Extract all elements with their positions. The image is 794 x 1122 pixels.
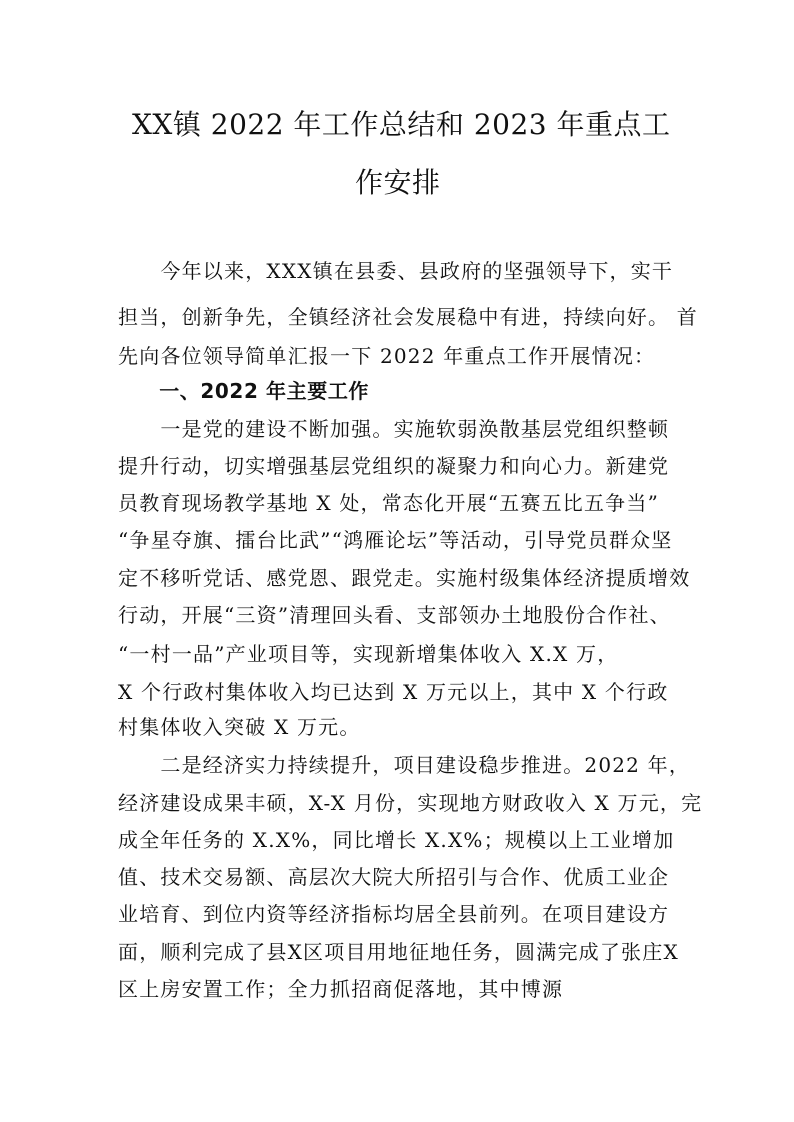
paragraph-line: 值、技术交易额、高层次大院大所招引与合作、优质工业企 [118,865,670,889]
paragraph-line: 员教育现场教学基地 X 处，常态化开展“五赛五比五争当” [118,491,660,515]
paragraph-line: 提升行动，切实增强基层党组织的凝聚力和向心力。新建党 [118,454,670,478]
paragraph-line: “争星夺旗、擂台比武”“鸿雁论坛”等活动，引导党员群众坚 [118,528,673,552]
paragraph-line: 村集体收入突破 X 万元。 [118,715,361,739]
paragraph-line: X 个行政村集体收入均已达到 X 万元以上，其中 X 个行政 [118,680,669,704]
paragraph-line: 今年以来，XXX镇在县委、县政府的坚强领导下，实干 [118,259,674,283]
document-title-line-2: 作安排 [355,166,441,199]
paragraph-line: 经济建设成果丰硕，X-X 月份，实现地方财政收入 X 万元，完 [118,791,703,815]
paragraph-line: 担当，创新争先，全镇经济社会发展稳中有进，持续向好。 首 [118,305,698,329]
paragraph-line: 业培育、到位内资等经济指标均居全县前列。在项目建设方 [118,902,670,926]
document-title-line-1: XX镇 2022 年工作总结和 2023 年重点工 [132,108,671,141]
paragraph-line: 一是党的建设不断加强。实施软弱涣散基层党组织整顿 [118,417,670,441]
paragraph-line: 定不移听党话、感党恩、跟党走。实施村级集体经济提质增效 [118,566,691,590]
paragraph-line: 面，顺利完成了县X区项目用地征地任务，圆满完成了张庄X [118,940,679,964]
section-heading: 一、2022 年主要工作 [118,379,370,403]
paragraph-line: 二是经济实力持续提升，项目建设稳步推进。2022 年， [118,753,691,777]
paragraph-line: 成全年任务的 X.X%，同比增长 X.X%；规模以上工业增加 [118,828,675,852]
paragraph-line: 区上房安置工作；全力抓招商促落地，其中博源 [118,977,564,1001]
paragraph-line: 先向各位领导简单汇报一下 2022 年重点工作开展情况： [118,344,656,368]
paragraph-line: “一村一品”产业项目等，实现新增集体收入 X.X 万， [118,642,619,666]
paragraph-line: 行动，开展“三资”清理回头看、支部领办土地股份合作社、 [118,603,671,627]
